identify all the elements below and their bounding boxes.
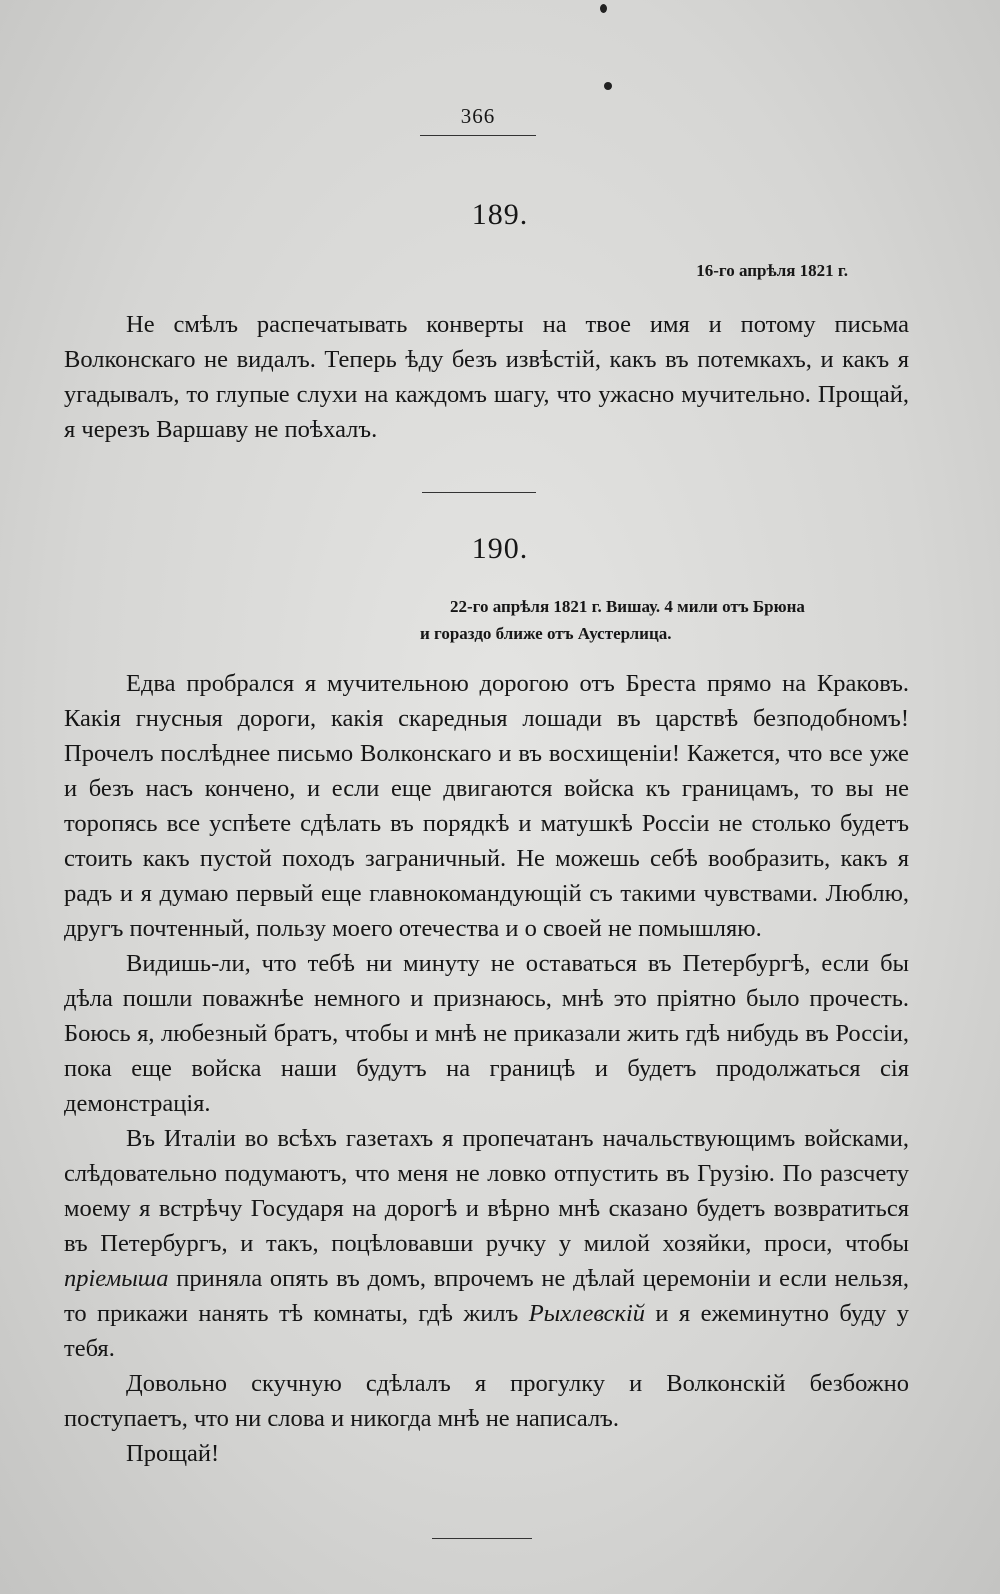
text-run: приняла опять въ домъ, впрочемъ не дѣлай церемоніи и если нельзя, то прикажи нанять тѣ комнаты, гдѣ жилъ: [64, 1265, 909, 1327]
text-run: Въ Италіи во всѣхъ газетахъ я пропечатанъ начальствующимъ войсками, слѣдовательно подумаютъ, что меня не ловко отпустить въ Грузію. По разсчету моему я встрѣчу Государя на дорогѣ и вѣрно мнѣ сказано будетъ возвратиться въ Петербургъ, и такъ, поцѣловавши ручку у милой хозяйки, проси, чтобы: [64, 1125, 909, 1257]
letter-189-dateline: [696, 257, 848, 284]
letter-190-body: [64, 666, 909, 1471]
text-run: Видишь-ли, что тебѣ ни минуту не оставаться въ Петербургѣ, если бы дѣла пошли поважнѣе немного и признаюсь, мнѣ это пріятно было прочесть. Боюсь я, любезный братъ, чтобы и мнѣ не приказали жить гдѣ нибудь въ Россіи, пока еще войска наши будутъ на границѣ и будетъ продолжаться сія демонстрація.: [64, 950, 909, 1117]
paragraph: [64, 1121, 909, 1366]
paragraph: [64, 666, 909, 946]
text-run: Довольно скучную сдѣлалъ я прогулку и Волконскій безбожно поступаетъ, что ни слова и никогда мнѣ не написалъ.: [64, 1370, 909, 1432]
ink-speck-upper: [604, 82, 612, 90]
paragraph: [64, 1366, 909, 1436]
paragraph: [64, 1436, 909, 1471]
dateline-line: и гораздо ближе отъ Аустерлица.: [420, 624, 672, 643]
dateline-line: 22-го апрѣля 1821 г. Вишау. 4 мили отъ Брюна: [450, 597, 805, 616]
text-run: и я ежеминутно буду у тебя.: [64, 1300, 909, 1362]
paragraph: [64, 307, 909, 447]
letter-number-189: 189.: [471, 198, 529, 231]
letter-189-body: [64, 307, 909, 447]
dateline-line: 16-го апрѣля 1821 г.: [696, 261, 848, 280]
section-divider: [422, 492, 536, 493]
text-run: Прощай!: [126, 1440, 220, 1467]
text-run: Едва пробрался я мучительною дорогою отъ Бреста прямо на Краковъ. Какія гнусныя дороги, какія скаредныя лошади въ царствѣ безподобномъ! Прочелъ послѣднее письмо Волконскаго и въ восхищеніи! Кажется, что все уже и безъ насъ кончено, и если еще двигаются войска къ границамъ, то вы не торопясь все успѣете сдѣлать въ порядкѣ и матушкѣ Россіи не столько будетъ стоить какъ пустой походъ заграничный. Не можешь себѣ вообразить, какъ я радъ и я думаю первый еще главнокомандующій съ такими чувствами. Люблю, другъ почтенный, пользу моего отечества и о своей не помышляю.: [64, 670, 909, 942]
paragraph: [64, 946, 909, 1121]
ink-speck-top: [600, 4, 607, 13]
end-divider: [432, 1538, 532, 1539]
italic-text-run: пріемыша: [64, 1265, 169, 1292]
page-number: 366: [460, 104, 496, 128]
letter-190-dateline: [420, 593, 805, 647]
italic-text-run: Рыхлевскій: [528, 1300, 646, 1327]
letter-number-190: 190.: [471, 532, 529, 565]
text-run: Не смѣлъ распечатывать конверты на твое имя и потому письма Волконскаго не видалъ. Теперь ѣду безъ извѣстій, какъ въ потемкахъ, и какъ я угадывалъ, то глупые слухи на каждомъ шагу, что ужасно мучительно. Прощай, я черезъ Варшаву не поѣхалъ.: [64, 311, 909, 443]
page-number-rule: [420, 135, 536, 136]
